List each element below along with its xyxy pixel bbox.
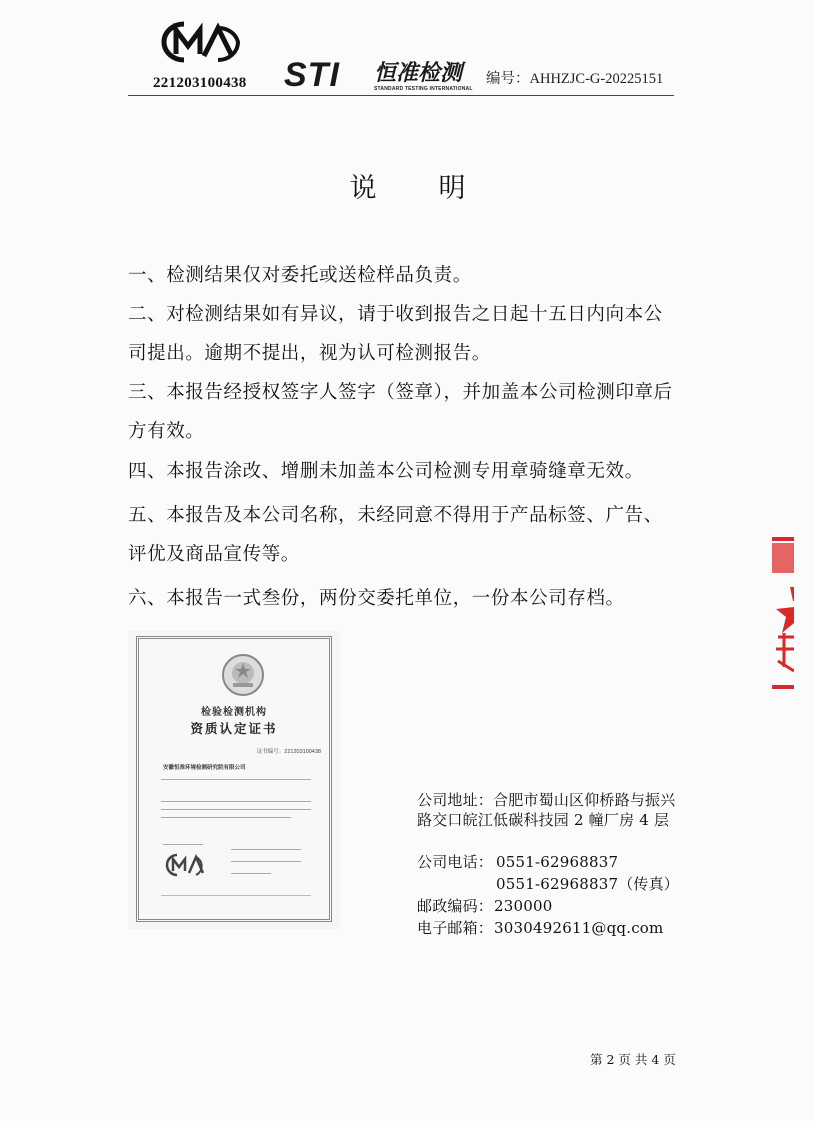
certificate-text-line bbox=[161, 809, 311, 810]
certificate-text-line bbox=[161, 779, 311, 780]
postcode-value: 230000 bbox=[494, 897, 553, 915]
page-number: 第 2 页 共 4 页 bbox=[590, 1052, 676, 1067]
page-title: 说明 bbox=[349, 173, 528, 204]
seam-stamp-icon bbox=[772, 537, 794, 689]
postcode-label: 邮政编码： bbox=[417, 897, 494, 915]
sti-logo-en: STANDARD TESTING INTERNATIONAL bbox=[374, 86, 473, 92]
email-label: 电子邮箱： bbox=[417, 919, 494, 937]
paragraph-1: 一、检测结果仅对委托或送检样品负责。 bbox=[128, 265, 472, 286]
certificate-organization: 安徽恒准环境检测研究院有限公司 bbox=[163, 765, 246, 771]
certificate-text-line bbox=[231, 849, 301, 850]
paragraph-6: 六、本报告一式叁份，两份交委托单位，一份本公司存档。 bbox=[128, 588, 625, 609]
phone-value-2: 0551-62968837（传真） bbox=[496, 875, 679, 893]
certificate-number: 证书编号：221203100438 bbox=[256, 749, 321, 755]
header-divider bbox=[128, 95, 674, 96]
paragraph-5: 五、本报告及本公司名称，未经同意不得用于产品标签、广告、评优及商品宣传等。 bbox=[128, 505, 663, 565]
certificate-text-line bbox=[231, 873, 271, 874]
cma-number: 221203100438 bbox=[153, 75, 247, 91]
paragraph-4: 四、本报告涂改、增删未加盖本公司检测专用章骑缝章无效。 bbox=[128, 461, 644, 482]
national-emblem-icon bbox=[221, 653, 265, 697]
address-block bbox=[417, 790, 687, 830]
cma-mark-icon bbox=[165, 853, 209, 877]
sti-logo-main: STI bbox=[284, 56, 340, 94]
certificate-text-line bbox=[161, 801, 311, 802]
phone-value-1: 0551-62968837 bbox=[496, 853, 619, 871]
sti-logo bbox=[284, 56, 473, 96]
certificate-text-line bbox=[163, 844, 203, 845]
certificate-text-line bbox=[161, 817, 291, 818]
certificate-title-line1: 检验检测机构 bbox=[201, 707, 267, 718]
sti-logo-cn: 恒准检测 bbox=[374, 61, 463, 86]
certificate-text-line bbox=[231, 861, 301, 862]
address-value: 合肥市蜀山区仰桥路与振兴路交口皖江低碳科技园 2 幢厂房 4 层 bbox=[417, 791, 676, 829]
certificate-image bbox=[128, 630, 340, 930]
certificate-title-line2: 资质认定证书 bbox=[190, 721, 278, 736]
certificate-text-line bbox=[161, 895, 311, 896]
phone-label: 公司电话： bbox=[417, 853, 494, 871]
report-number: 编号：AHHZJC-G-20225151 bbox=[486, 71, 664, 87]
paragraph-3: 三、本报告经授权签字人签字（签章），并加盖本公司检测印章后方有效。 bbox=[128, 382, 673, 442]
address-label: 公司地址： bbox=[417, 791, 494, 809]
email-value: 3030492611@qq.com bbox=[494, 919, 664, 937]
cma-logo bbox=[160, 20, 242, 64]
paragraph-2: 二、对检测结果如有异议，请于收到报告之日起十五日内向本公司提出。逾期不提出，视为认可检测报告。 bbox=[128, 304, 663, 364]
certificate-frame bbox=[136, 636, 332, 922]
